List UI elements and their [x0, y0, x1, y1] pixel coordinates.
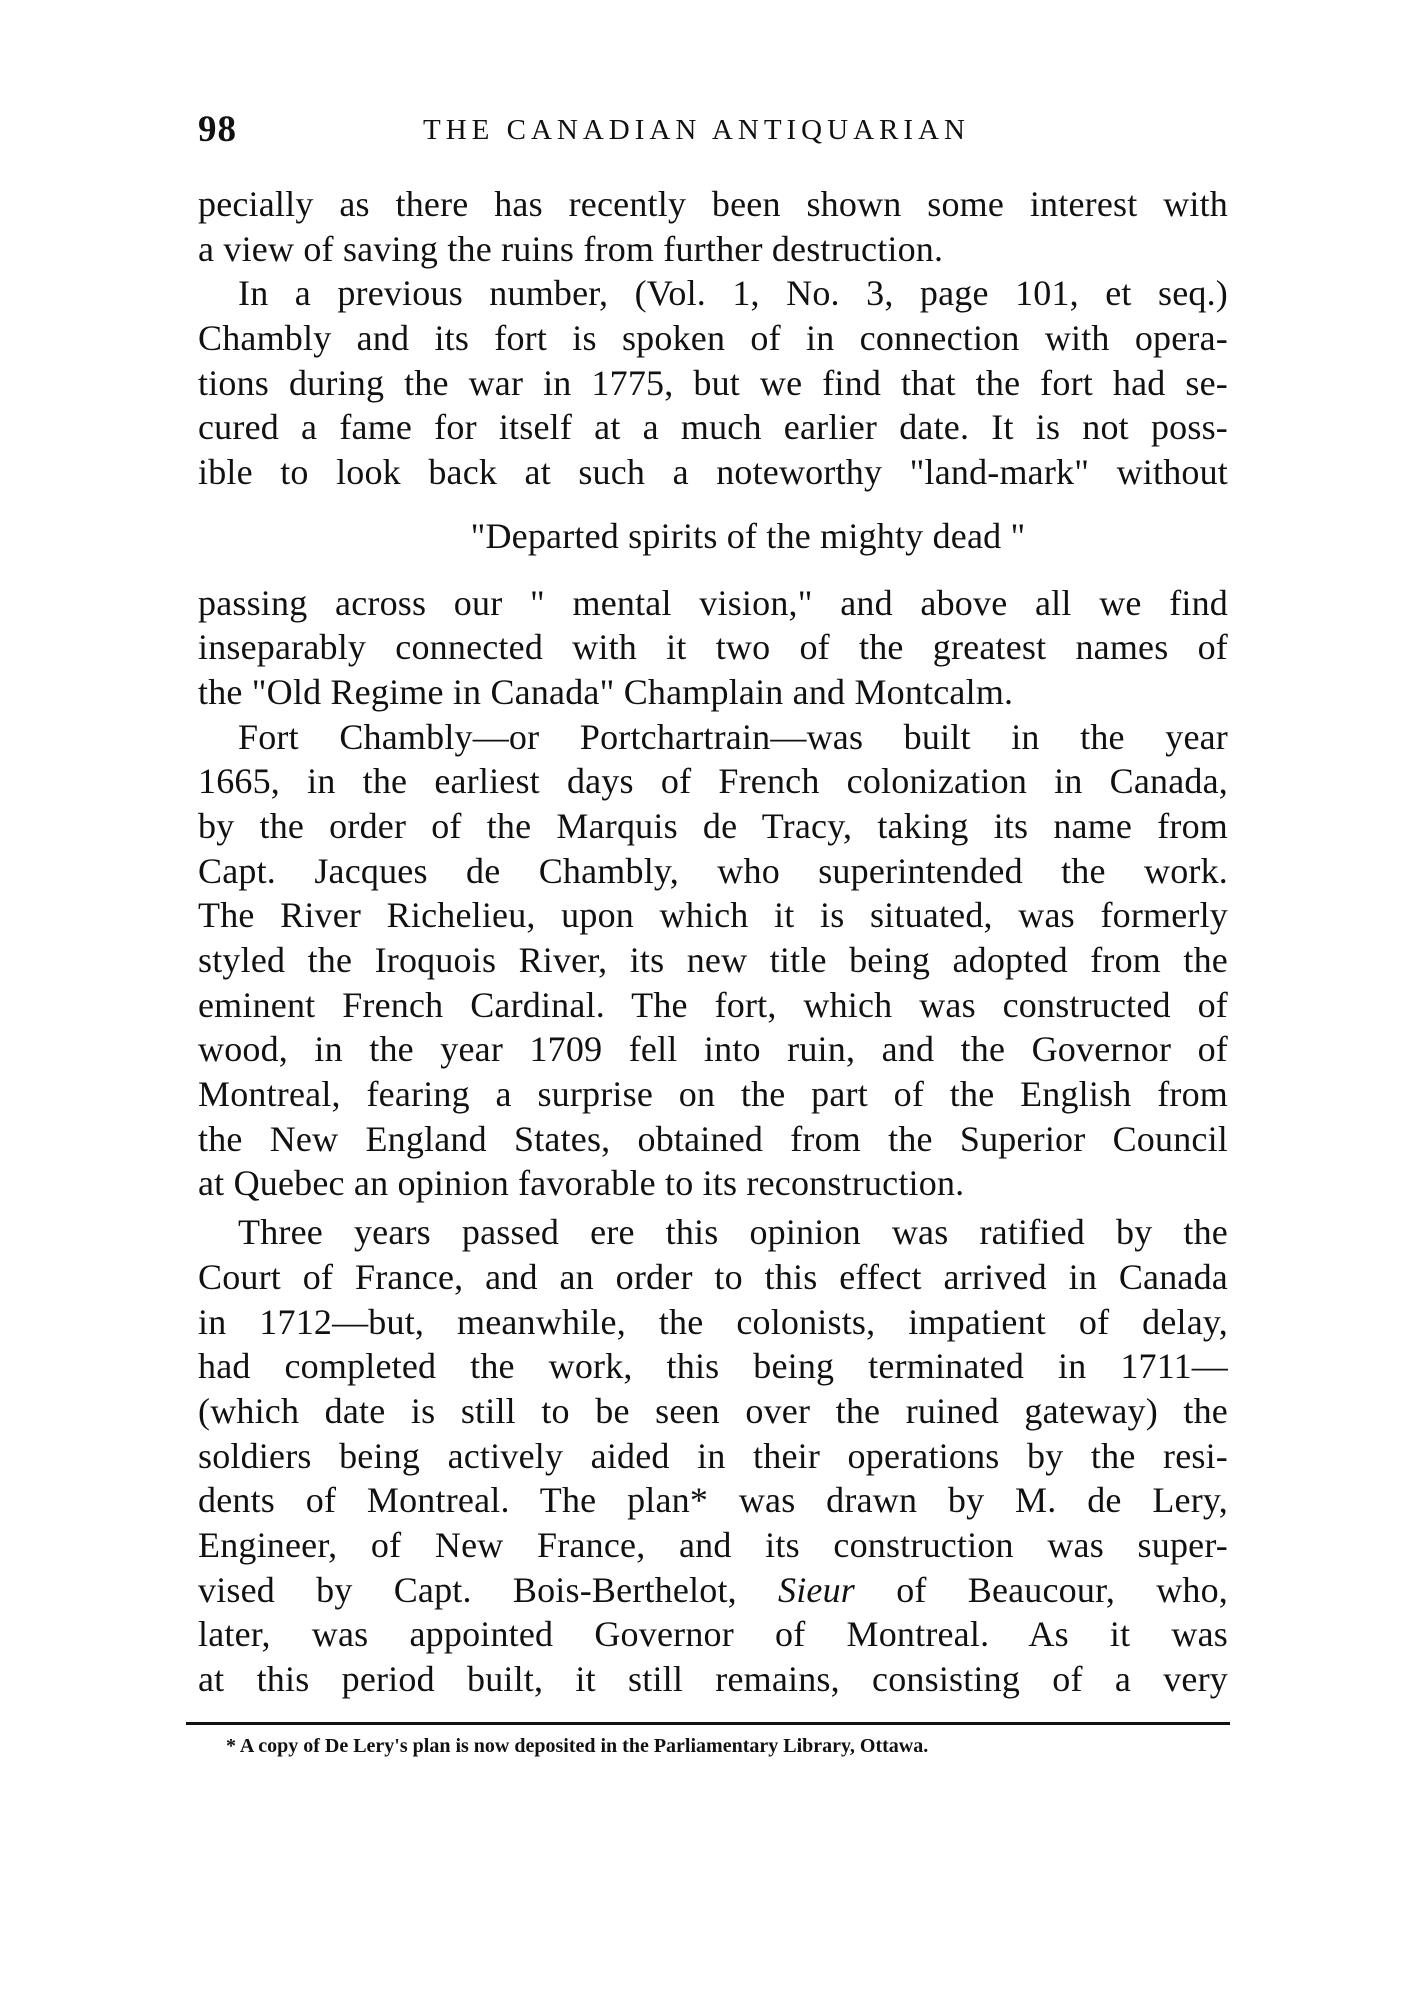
- paragraph-mental-vision: [198, 581, 1228, 715]
- text-line: later, was appointed Governor of Montreal. As it was: [198, 1614, 1228, 1655]
- text-line: pecially as there has recently been shown some interest with: [198, 184, 1228, 224]
- text-line: wood, in the year 1709 fell into ruin, and the Governor of: [198, 1029, 1228, 1070]
- text-line: Court of France, and an order to this effect arrived in Canada: [198, 1256, 1228, 1297]
- text-line: soldiers being actively aided in their operations by the resi-: [198, 1435, 1228, 1476]
- text-line: Capt. Jacques de Chambly, who superintended the work.: [198, 850, 1228, 891]
- paragraph-three-years: [198, 1210, 1228, 1702]
- text-line: Chambly and its fort is spoken of in connection with opera-: [198, 318, 1228, 359]
- body-text: [198, 182, 1228, 1702]
- text-line: eminent French Cardinal. The fort, which was constructed of: [198, 984, 1228, 1025]
- text-line: (which date is still to be seen over the ruined gateway) the: [198, 1390, 1228, 1431]
- paragraph-continuation: [198, 182, 1228, 271]
- text-line: passing across our " mental vision," and above all we find: [198, 582, 1228, 623]
- text-line: cured a fame for itself at a much earlier date. It is not poss-: [198, 407, 1228, 448]
- paragraph-fort-chambly: [198, 715, 1228, 1207]
- text-line: styled the Iroquois River, its new title being adopted from the: [198, 940, 1228, 980]
- text-line-sieur: [198, 1568, 1228, 1613]
- text-line: by the order of the Marquis de Tracy, taking its name from: [198, 805, 1228, 846]
- text-line: In a previous number, (Vol. 1, No. 3, page 101, et seq.): [238, 273, 1228, 314]
- text-line: 1665, in the earliest days of French colonization in Canada,: [198, 761, 1228, 802]
- text-line: in 1712—but, meanwhile, the colonists, impatient of delay,: [198, 1301, 1228, 1342]
- text-line: Engineer, of New France, and its construction was super-: [198, 1524, 1228, 1565]
- paragraph-previous-number: [198, 271, 1228, 494]
- page-number: 98: [198, 109, 237, 150]
- text-fragment: of Beaucour, who,: [896, 1569, 1228, 1610]
- text-line: inseparably connected with it two of the greatest names of: [198, 627, 1228, 668]
- text-line: dents of Montreal. The plan* was drawn by M. de Lery,: [198, 1480, 1228, 1521]
- text-line: tions during the war in 1775, but we find that the fort had se-: [198, 362, 1228, 403]
- block-quote: "Departed spirits of the mighty dead ": [470, 515, 1026, 556]
- text-line: Three years passed ere this opinion was ratified by the: [238, 1212, 1228, 1253]
- text-line: Montreal, fearing a surprise on the part of the English from: [198, 1074, 1228, 1115]
- text-line: a view of saving the ruins from further destruction.: [198, 228, 944, 269]
- page-header: [198, 108, 1228, 158]
- text-line: the "Old Regime in Canada" Champlain and Montcalm.: [198, 671, 1014, 712]
- text-line: The River Richelieu, upon which it is situated, was formerly: [198, 895, 1228, 936]
- text-line: ible to look back at such a noteworthy "land-mark" without: [198, 452, 1228, 493]
- text-line: at this period built, it still remains, consisting of a very: [198, 1659, 1228, 1699]
- running-title: THE CANADIAN ANTIQUARIAN: [423, 114, 970, 146]
- text-line: had completed the work, this being terminated in 1711—: [198, 1346, 1228, 1387]
- footnote-rule: [186, 1722, 1230, 1725]
- text-fragment: vised by Capt. Bois-Berthelot,: [198, 1569, 737, 1610]
- italic-word: Sieur: [778, 1569, 856, 1610]
- text-line: the New England States, obtained from the Superior Council: [198, 1118, 1228, 1159]
- text-line: Fort Chambly—or Portchartrain—was built in the year: [238, 716, 1228, 757]
- text-line: at Quebec an opinion favorable to its reconstruction.: [198, 1163, 965, 1204]
- footnote: * A copy of De Lery's plan is now deposited in the Parliamentary Library, Ottawa.: [226, 1735, 929, 1757]
